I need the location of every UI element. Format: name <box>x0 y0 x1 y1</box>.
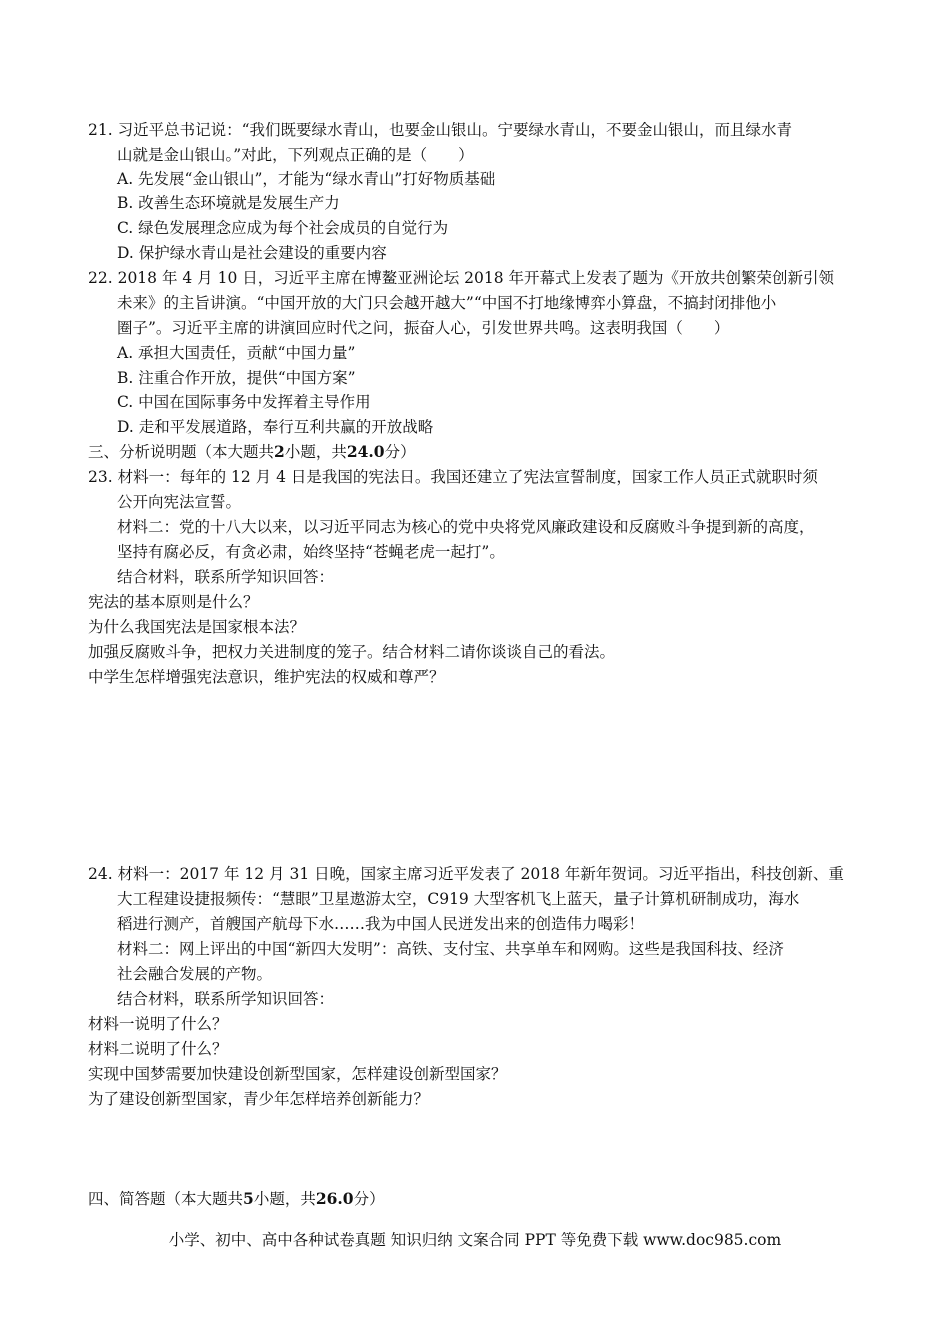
section-3-prefix: 三、分析说明题（本大题共 <box>88 443 275 461</box>
q22-stem-line-2: 未来》的主旨讲演。“中国开放的大门只会越开越大”“中国不打地缘博弈小算盘，不搞封闭排他小 <box>117 294 777 312</box>
section-4-heading <box>88 1189 385 1209</box>
q22-stem-line-3: 圈子”。习近平主席的讲演回应时代之问，振奋人心，引发世界共鸣。这表明我国（ ） <box>117 319 730 337</box>
section-4-prefix: 四、简答题（本大题共 <box>88 1190 244 1208</box>
q24-material-1-line-1: 24. 材料一：2017 年 12 月 31 日晚，国家主席习近平发表了 2018 年新年贺词。习近平指出，科技创新、重 <box>88 865 844 883</box>
q22-stem-line-1: 22. 2018 年 4 月 10 日，习近平主席在博鳌亚洲论坛 2018 年开幕式上发表了题为《开放共创繁荣创新引领 <box>88 269 835 287</box>
q22-option-b: B. 注重合作开放，提供“中国方案” <box>117 369 356 387</box>
q22-option-c: C. 中国在国际事务中发挥着主导作用 <box>117 393 371 411</box>
q24-sub-question-1: 材料一说明了什么？ <box>88 1015 228 1033</box>
q21-option-d: D. 保护绿水青山是社会建设的重要内容 <box>117 244 387 262</box>
q23-material-1-line-2: 公开向宪法宣誓。 <box>117 493 242 511</box>
section-3-heading <box>88 442 416 462</box>
q21-stem-line-2: 山就是金山银山。”对此，下列观点正确的是（ ） <box>117 146 474 164</box>
section-3-suffix: 分） <box>384 443 416 461</box>
page-footer: 小学、初中、高中各种试卷真题 知识归纳 文案合同 PPT 等免费下载 www.doc985.com <box>168 1231 782 1249</box>
q23-sub-question-3: 加强反腐败斗争，把权力关进制度的笼子。结合材料二请你谈谈自己的看法。 <box>88 643 616 661</box>
section-4-mid: 小题，共 <box>253 1190 316 1208</box>
q24-sub-question-3: 实现中国梦需要加快建设创新型国家，怎样建设创新型国家？ <box>88 1065 507 1083</box>
section-4-score: 26.0 <box>315 1189 354 1208</box>
section-3-count: 2 <box>274 442 285 461</box>
q21-option-b: B. 改善生态环境就是发展生产力 <box>117 194 340 212</box>
q24-sub-question-2: 材料二说明了什么？ <box>88 1040 228 1058</box>
q22-option-a: A. 承担大国责任，贡献“中国力量” <box>117 344 356 362</box>
section-4-suffix: 分） <box>353 1190 385 1208</box>
q24-material-2-line-2: 社会融合发展的产物。 <box>117 965 273 983</box>
q24-material-1-line-2: 大工程建设捷报频传：“慧眼”卫星遨游太空，C919 大型客机飞上蓝天，量子计算机研制成功，海水 <box>117 890 800 908</box>
q23-sub-question-2: 为什么我国宪法是国家根本法？ <box>88 618 306 636</box>
section-4-count: 5 <box>243 1189 254 1208</box>
q24-sub-question-4: 为了建设创新型国家，青少年怎样培养创新能力？ <box>88 1090 430 1108</box>
q23-material-1-line-1: 23. 材料一：每年的 12 月 4 日是我国的宪法日。我国还建立了宪法宣誓制度，国家工作人员正式就职时须 <box>88 468 818 486</box>
q23-material-2-line-2: 坚持有腐必反，有贪必肃，始终坚持“苍蝇老虎一起打”。 <box>117 543 505 561</box>
q21-option-a: A. 先发展“金山银山”，才能为“绿水青山”打好物质基础 <box>117 170 496 188</box>
q24-instruction: 结合材料，联系所学知识回答： <box>117 990 335 1008</box>
q23-material-2-line-1: 材料二：党的十八大以来，以习近平同志为核心的党中央将党风廉政建设和反腐败斗争提到新的高度， <box>117 518 815 536</box>
q23-sub-question-4: 中学生怎样增强宪法意识，维护宪法的权威和尊严？ <box>88 668 445 686</box>
q22-option-d: D. 走和平发展道路，奉行互利共赢的开放战略 <box>117 418 434 436</box>
q24-material-2-line-1: 材料二：网上评出的中国“新四大发明”：高铁、支付宝、共享单车和网购。这些是我国科技、经济 <box>117 940 784 958</box>
section-3-mid: 小题，共 <box>284 443 347 461</box>
section-3-score: 24.0 <box>346 442 385 461</box>
q23-instruction: 结合材料，联系所学知识回答： <box>117 568 335 586</box>
q24-material-1-line-3: 稻进行测产，首艘国产航母下水……我为中国人民迸发出来的创造伟力喝彩！ <box>117 915 645 933</box>
q23-sub-question-1: 宪法的基本原则是什么？ <box>88 593 259 611</box>
q21-option-c: C. 绿色发展理念应成为每个社会成员的自觉行为 <box>117 219 449 237</box>
q21-stem-line-1: 21. 习近平总书记说：“我们既要绿水青山，也要金山银山。宁要绿水青山，不要金山银山，而且绿水青 <box>88 121 793 139</box>
